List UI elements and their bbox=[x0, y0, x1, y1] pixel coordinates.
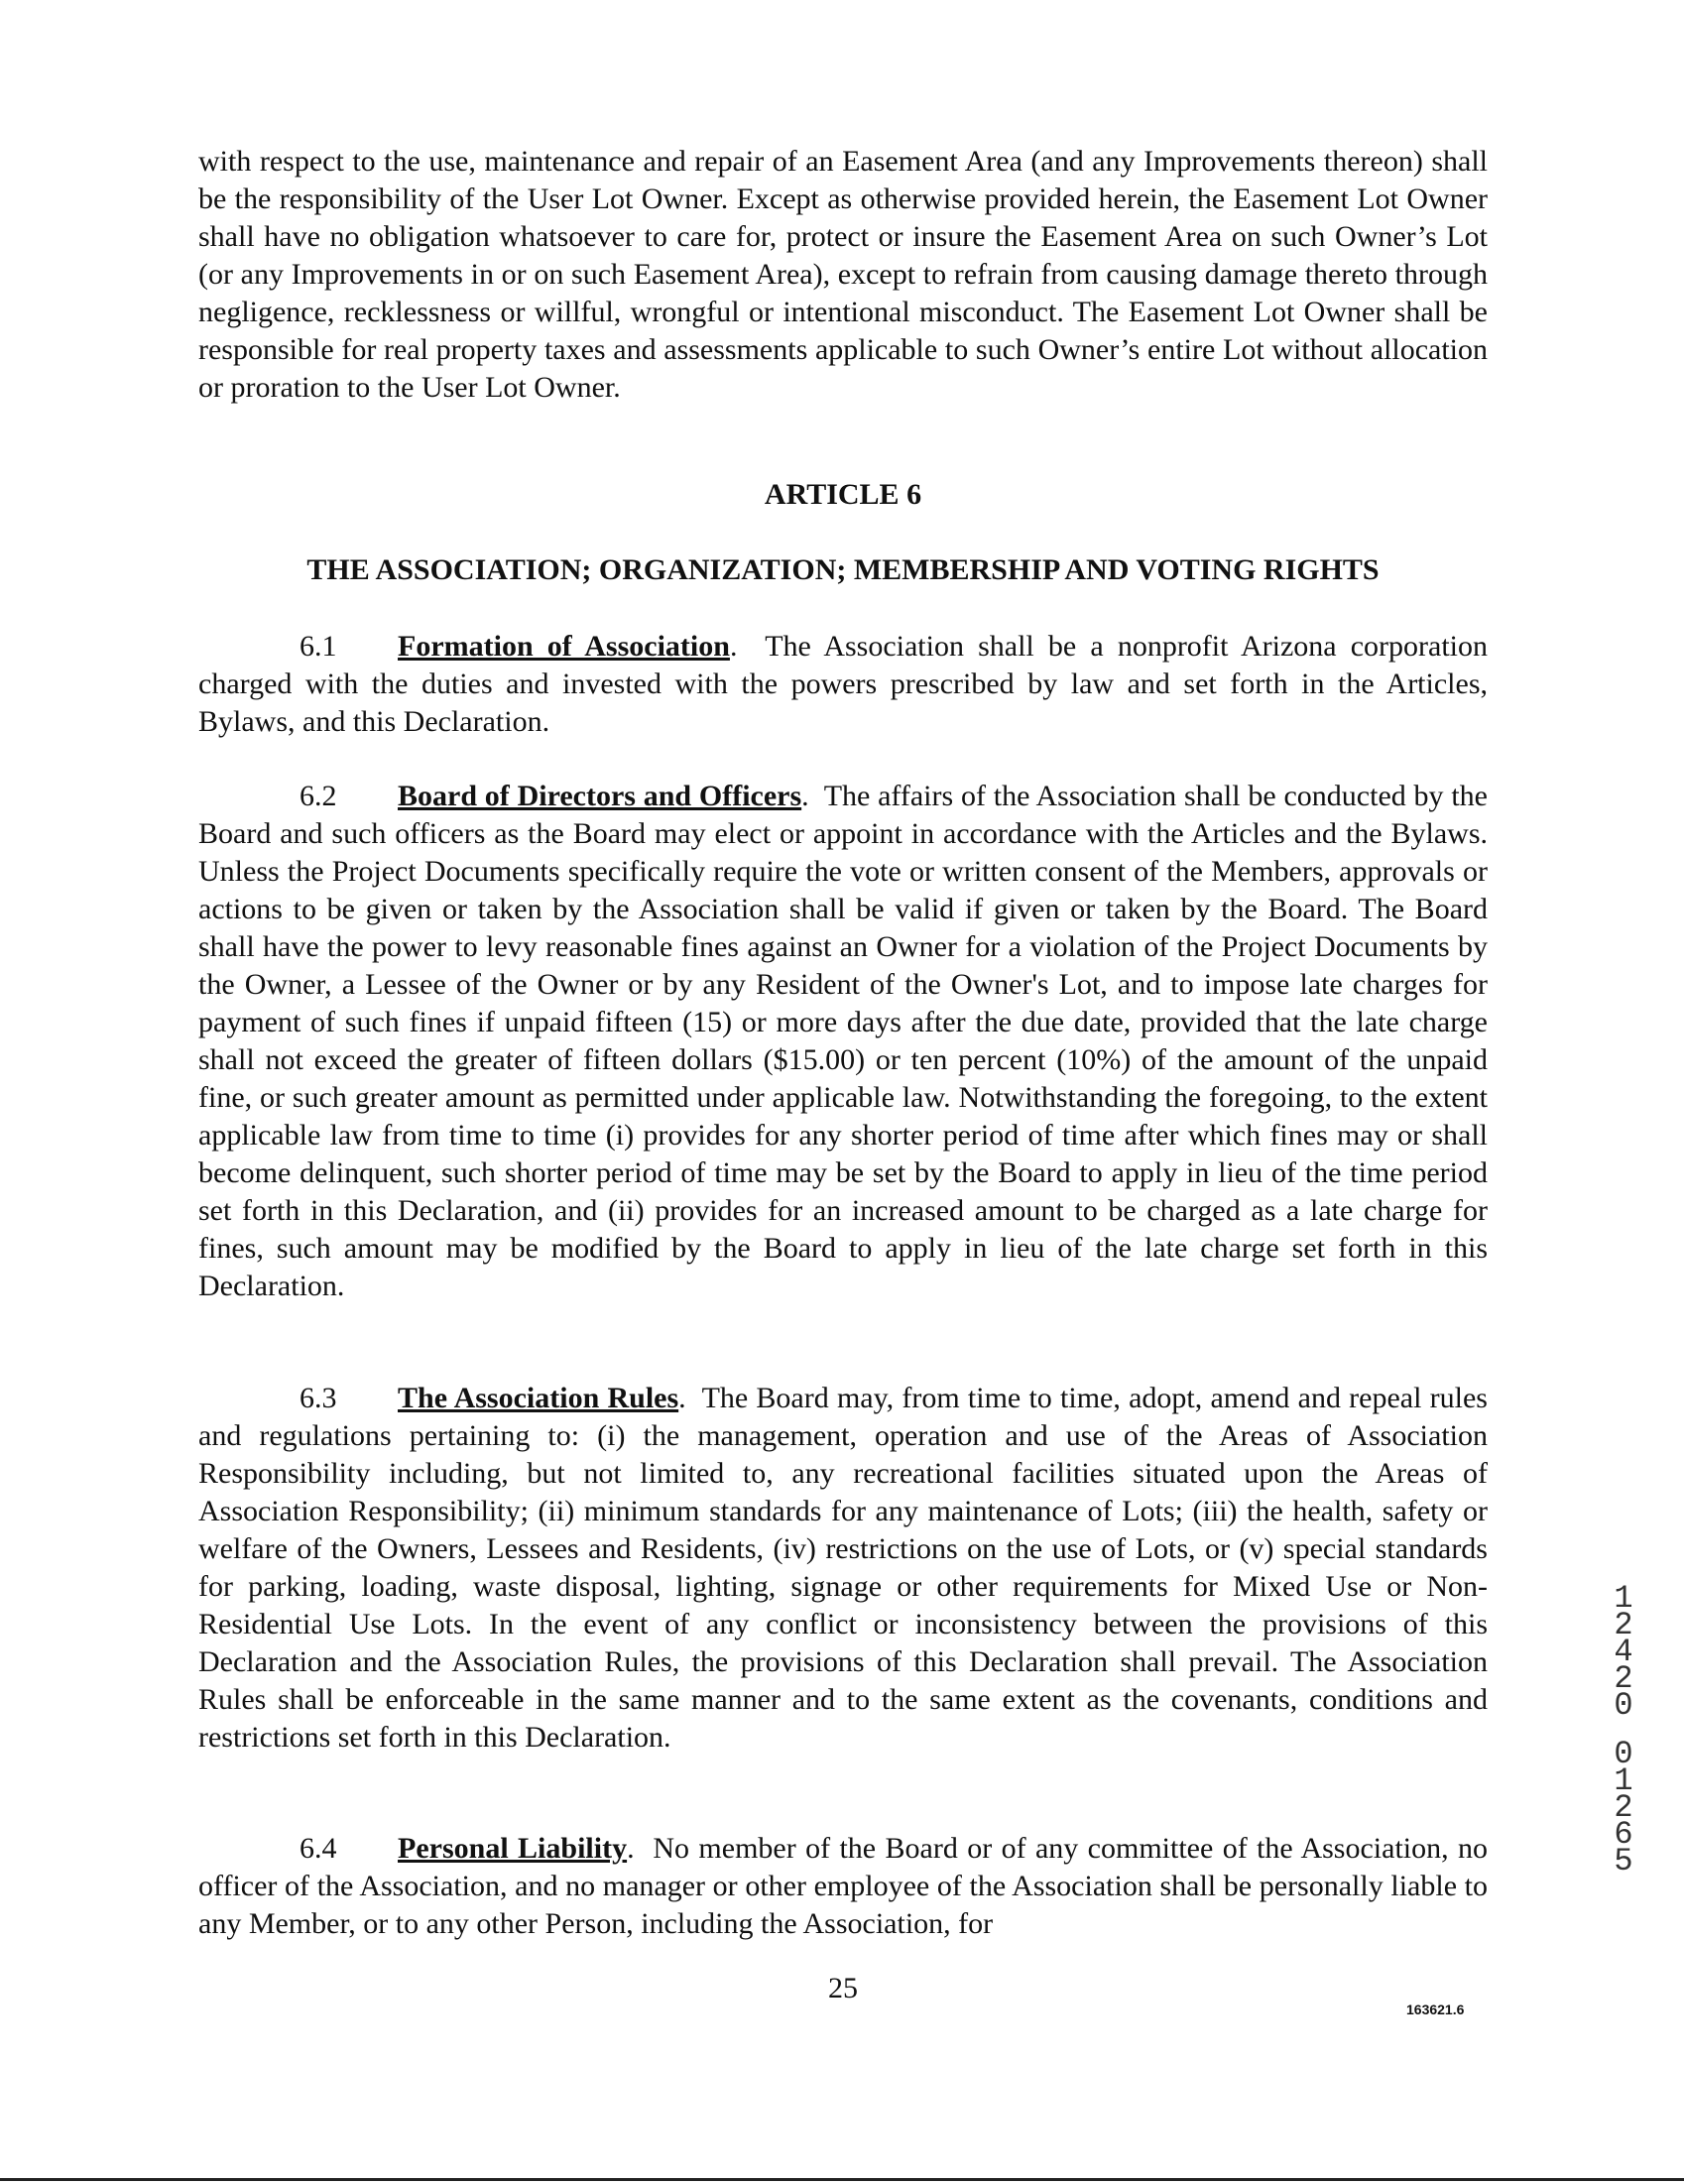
section-heading: Personal Liability bbox=[398, 1832, 628, 1865]
section-text: The affairs of the Association shall be conducted by the Board and such officers as the Board may elect or appoint in accordance with the Articles and the Bylaws. Unless the Project Documents specifically require the vote or written consent of the Members, approvals or actions to be given or taken by the Association shall be valid if given or taken by the Board. The Board shall have the power to levy reasonable fines against an Owner for a violation of the Project Documents by the Owner, a Lessee of the Owner or by any Resident of the Owner's Lot, and to impose late charges for payment of such fines if unpaid fifteen (15) or more days after the due date, provided that the late charge shall not exceed the greater of fifteen dollars ($15.00) or ten percent (10%) of the amount of the unpaid fine, or such greater amount as permitted under applicable law. Notwithstanding the foregoing, to the extent applicable law from time to time (i) provides for any shorter period of time after which fines may or shall become delinquent, such shorter period of time may be set by the Board to apply in lieu of the time period set forth in this Declaration, and (ii) provides for an increased amount to be charged as a late charge for fines, such amount may be modified by the Board to apply in lieu of the late charge set forth in this Declaration. bbox=[198, 780, 1488, 1302]
stamp-digit: 0 bbox=[1614, 1736, 1633, 1772]
bottom-rule bbox=[0, 2178, 1684, 2181]
continuation-paragraph: with respect to the use, maintenance and repair of an Easement Area (and any Improvements thereon) shall be the responsibility of the User Lot Owner. Except as otherwise provided herein, the Easement Lot Owner shall have no obligation whatsoever to care for, protect or insure the Easement Area on such Owner’s Lot (or any Improvements in or on such Easement Area), except to refrain from causing damage thereto through negligence, recklessness or willful, wrongful or intentional misconduct. The Easement Lot Owner shall be responsible for real property taxes and assessments applicable to such Owner’s entire Lot without allocation or proration to the User Lot Owner. bbox=[198, 145, 1488, 404]
stamp-digit: 6 bbox=[1614, 1816, 1633, 1853]
stamp-digit: 2 bbox=[1614, 1789, 1633, 1826]
section-text: The Association shall be a nonprofit Arizona corporation charged with the duties and invested with the powers prescribed by law and set forth in the Articles, Bylaws, and this Declaration. bbox=[198, 630, 1488, 738]
stamp-digit: 2 bbox=[1614, 1660, 1633, 1697]
section-6-2: 6.2 Board of Directors and Officers. The affairs of the Association shall be conducted by the Board and such officers as the Board may elect or appoint in accordance with the Articles and the Bylaws. Unless the Project Documents specifically require the vote or written consent of the Members, approvals or actions to be given or taken by the Association shall be valid if given or taken by the Board. The Board shall have the power to levy reasonable fines against an Owner for a violation of the Project Documents by the Owner, a Lessee of the Owner or by any Resident of the Owner's Lot, and to impose late charges for payment of such fines if unpaid fifteen (15) or more days after the due date, provided that the late charge shall not exceed the greater of fifteen dollars ($15.00) or ten percent (10%) of the amount of the unpaid fine, or such greater amount as permitted under applicable law. Notwithstanding the foregoing, to the extent applicable law from time to time (i) provides for any shorter period of time after which fines may or shall become delinquent, such shorter period of time may be set by the Board to apply in lieu of the time period set forth in this Declaration, and (ii) provides for an increased amount to be charged as a late charge for fines, such amount may be modified by the Board to apply in lieu of the late charge set forth in this Declaration. bbox=[198, 780, 1488, 1302]
stamp-digit: 1 bbox=[1614, 1762, 1633, 1799]
stamp-digit: 0 bbox=[1614, 1687, 1633, 1724]
stamp-digit: 1 bbox=[1614, 1580, 1633, 1617]
page-number: 25 bbox=[828, 1972, 858, 2004]
section-number: 6.2 bbox=[300, 780, 337, 812]
section-text: The Board may, from time to time, adopt, amend and repeal rules and regulations pertaining to: (i) the management, operation and use of the Areas of Association Responsibility including, but not limited to, any recreational facilities situated upon the Areas of Association Responsibility; (ii) minimum standards for any maintenance of Lots; (iii) the health, safety or welfare of the Owners, Lessees and Residents, (iv) restrictions on the use of Lots, or (v) special standards for parking, loading, waste disposal, lighting, signage or other requirements for Mixed Use or Non-Residential Use Lots. In the event of any conflict or inconsistency between the provisions of this Declaration and the Association Rules, the provisions of this Declaration shall prevail. The Association Rules shall be enforceable in the same manner and to the same extent as the covenants, conditions and restrictions set forth in this Declaration. bbox=[198, 1382, 1488, 1754]
section-6-1: 6.1 Formation of Association. The Association shall be a nonprofit Arizona corporation charged with the duties and invested with the powers prescribed by law and set forth in the Articles, Bylaws, and this Declaration. bbox=[198, 630, 1488, 738]
section-number: 6.3 bbox=[300, 1382, 337, 1414]
recording-stamp bbox=[1607, 1580, 1640, 1880]
section-heading: Board of Directors and Officers bbox=[398, 780, 802, 812]
stamp-digit: 2 bbox=[1614, 1607, 1633, 1643]
section-number: 6.4 bbox=[300, 1832, 337, 1865]
section-6-4: 6.4 Personal Liability. No member of the Board or of any committee of the Association, no officer of the Association, and no manager or other employee of the Association shall be personally liable to any Member, or to any other Person, including the Association, for bbox=[198, 1832, 1488, 1940]
article-title: THE ASSOCIATION; ORGANIZATION; MEMBERSHIP AND VOTING RIGHTS bbox=[306, 553, 1380, 586]
section-heading: The Association Rules bbox=[398, 1382, 679, 1414]
document-code: 163621.6 bbox=[1406, 2002, 1465, 2017]
stamp-digit: 4 bbox=[1614, 1634, 1633, 1670]
section-number: 6.1 bbox=[300, 630, 337, 663]
section-text: No member of the Board or of any committee of the Association, no officer of the Association, and no manager or other employee of the Association shall be personally liable to any Member, or to any other Person, including the Association, for bbox=[198, 1832, 1488, 1940]
stamp-digit: 5 bbox=[1614, 1843, 1633, 1880]
article-number: ARTICLE 6 bbox=[764, 478, 922, 511]
section-6-3: 6.3 The Association Rules. The Board may, from time to time, adopt, amend and repeal rules and regulations pertaining to: (i) the management, operation and use of the Areas of Association Responsibility including, but not limited to, any recreational facilities situated upon the Areas of Association Responsibility; (ii) minimum standards for any maintenance of Lots; (iii) the health, safety or welfare of the Owners, Lessees and Residents, (iv) restrictions on the use of Lots, or (v) special standards for parking, loading, waste disposal, lighting, signage or other requirements for Mixed Use or Non-Residential Use Lots. In the event of any conflict or inconsistency between the provisions of this Declaration and the Association Rules, the provisions of this Declaration shall prevail. The Association Rules shall be enforceable in the same manner and to the same extent as the covenants, conditions and restrictions set forth in this Declaration. bbox=[198, 1382, 1488, 1754]
section-heading: Formation of Association bbox=[398, 630, 730, 663]
